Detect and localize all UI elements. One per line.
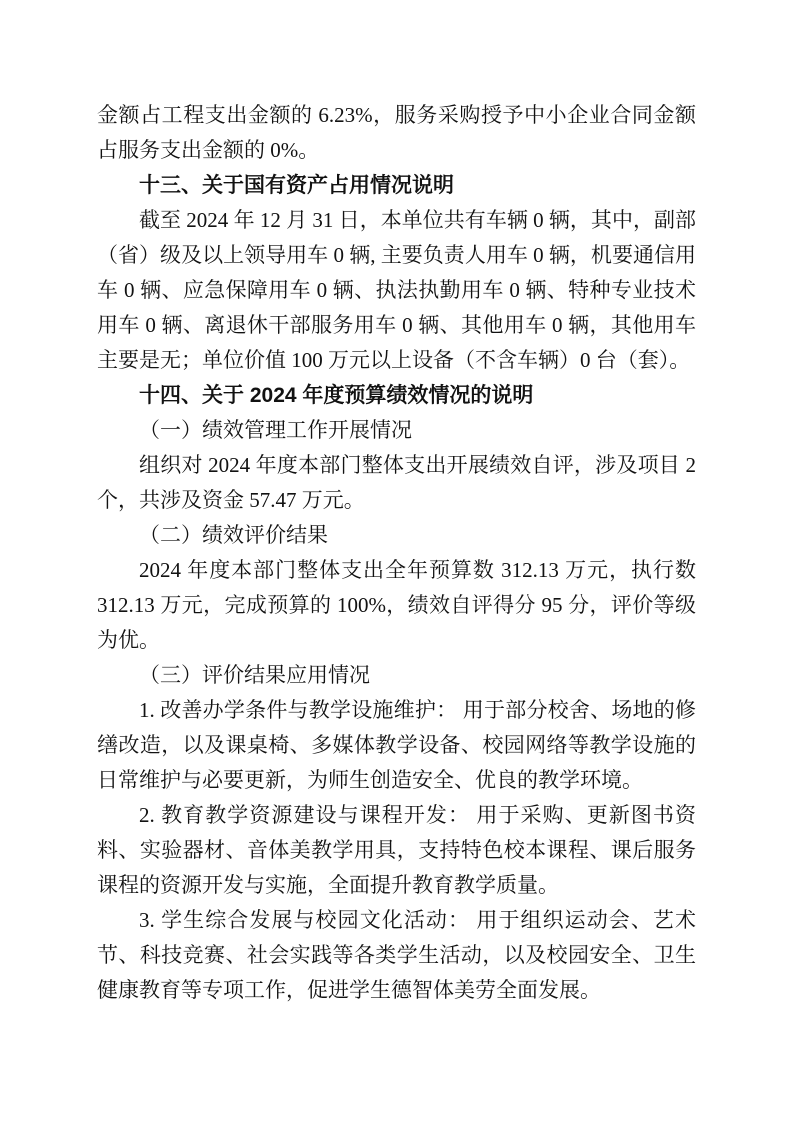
document-content [97,98,696,1008]
subsection-2-heading: （二）绩效评价结果 [139,524,328,547]
performance-management-paragraph: 组织对 2024 年度本部门整体支出开展绩效自评，涉及项目 2 个，共涉及资金 57.47 万元。 [97,453,696,512]
application-item-1: 1. 改善办学条件与教学设施维护： 用于部分校舍、场地的修缮改造，以及课桌椅、多媒体教学设备、校园网络等教学设施的日常维护与必要更新，为师生创造安全、优良的教学环境。 [97,698,696,792]
section-14-heading: 十四、关于 2024 年度预算绩效情况的说明 [139,384,534,407]
application-item-2: 2. 教育教学资源建设与课程开发： 用于采购、更新图书资料、实验器材、音体美教学用具，支持特色校本课程、课后服务课程的资源开发与实施，全面提升教育教学质量。 [97,803,696,897]
evaluation-result-paragraph: 2024 年度本部门整体支出全年预算数 312.13 万元，执行数 312.13 万元，完成预算的 100%，绩效自评得分 95 分，评价等级为优。 [97,558,696,652]
section-13-heading: 十三、关于国有资产占用情况说明 [139,174,454,197]
section-13-paragraph: 截至 2024 年 12 月 31 日，本单位共有车辆 0 辆，其中，副部（省）级及以上领导用车 0 辆, 主要负责人用车 0 辆，机要通信用车 0 辆、应急保障用车 0 辆、执法执勤用车 0 辆、特种专业技术用车 0 辆、离退休干部服务用车 0 辆、其他用车 0 辆，其他用车主要是无；单位价值 100 万元以上设备（不含车辆）0 台（套）。 [97,208,696,372]
paragraph-continuation: 金额占工程支出金额的 6.23%，服务采购授予中小企业合同金额占服务支出金额的 0%。 [97,103,696,162]
subsection-1-heading: （一）绩效管理工作开展情况 [139,419,412,442]
subsection-3-heading: （三）评价结果应用情况 [139,664,370,687]
application-item-3: 3. 学生综合发展与校园文化活动： 用于组织运动会、艺术节、科技竞赛、社会实践等各类学生活动，以及校园安全、卫生健康教育等专项工作，促进学生德智体美劳全面发展。 [97,908,696,1002]
